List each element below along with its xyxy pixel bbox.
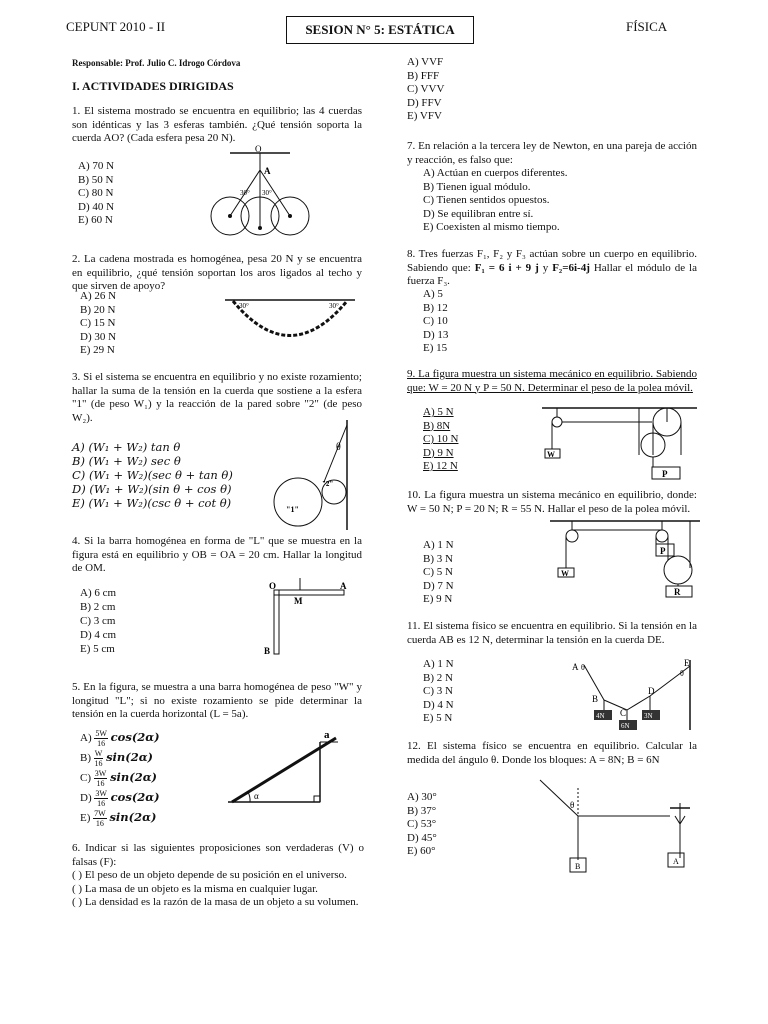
- theta: θ: [336, 442, 341, 453]
- question-11-options: [423, 658, 454, 726]
- option: A) 5: [423, 288, 443, 300]
- denominator: 16: [95, 819, 104, 828]
- option: A) 6 cm: [80, 587, 117, 599]
- fraction: [94, 749, 104, 768]
- option-letter: D): [80, 792, 92, 805]
- trig-function: sin(2α): [110, 770, 158, 785]
- numerator: 5W: [95, 729, 107, 738]
- block-w: W: [547, 450, 555, 459]
- option: B) 2 cm: [80, 601, 116, 613]
- option: B) 3 N: [423, 552, 453, 565]
- option: B) 50 N: [78, 173, 114, 186]
- label-a: A: [264, 166, 271, 176]
- option: A) Actúan en cuerpos diferentes.: [423, 167, 568, 179]
- option: E) 29 N: [80, 344, 115, 356]
- option: E) 9 N: [423, 593, 453, 605]
- option: C) 3 cm: [80, 615, 116, 627]
- force-f2: F₂=6i-4j: [552, 261, 590, 274]
- theta-a: θ: [581, 663, 585, 672]
- option: B) (W₁ + W₂) sec θ: [72, 454, 181, 468]
- option: A) 26 N: [80, 290, 117, 302]
- label-m: M: [294, 596, 303, 606]
- responsible-teacher: Responsable: Prof. Julio C. Idrogo Córdova: [72, 58, 241, 68]
- label-c: C: [620, 708, 627, 718]
- option-letter: A): [80, 732, 92, 745]
- label-a: A: [340, 581, 347, 591]
- question-12-options: [407, 791, 437, 859]
- question-text: 4. Si la barra homogénea en forma de "L" que se muestra en la figura está en equilibrio y OB = OA = 20 cm. Hallar la longitud de OM.: [72, 535, 362, 574]
- option: C) Tienen sentidos opuestos.: [423, 194, 550, 206]
- block-b: B: [575, 862, 581, 871]
- option: E) 12 N: [423, 460, 458, 472]
- option: B) FFF: [407, 69, 440, 82]
- header-course: CEPUNT 2010 - II: [66, 19, 166, 34]
- option: A) 30°: [407, 791, 437, 803]
- statement: ( ) El peso de un objeto depende de su posición en el universo.: [72, 869, 347, 881]
- option: B) 37°: [407, 804, 437, 817]
- label-b: B: [264, 646, 271, 656]
- question-6: [72, 842, 364, 910]
- angle-right: 30°: [329, 302, 339, 310]
- option: B) 12: [423, 301, 448, 314]
- theta-e: θ: [680, 669, 684, 678]
- question-text: 3. Si el sistema se encuentra en equilibrio y no existe rozamiento; hallar la suma de la tensión en la cuerda que sostiene a la esfera "1" (de peso W₁) y la reacción de la pared sobre "2" (de peso W₂).: [72, 371, 362, 424]
- option: C) 5 N: [423, 566, 453, 578]
- mass-6n: 6N: [621, 722, 630, 730]
- q2-chain-figure: [225, 295, 355, 345]
- fraction: [93, 809, 107, 828]
- label-e: E: [684, 658, 690, 668]
- q11-ropes-figure: [572, 660, 697, 730]
- label-a: A: [572, 662, 579, 672]
- sphere-2-label: "2": [322, 480, 334, 488]
- option: E) 5 cm: [80, 643, 115, 655]
- question-9: [407, 368, 697, 395]
- denominator: 16: [94, 759, 103, 768]
- q5-inclined-bar-figure: [228, 728, 348, 803]
- option: A) 70 N: [78, 160, 115, 172]
- question-5: [72, 681, 362, 722]
- question-text: 6. Indicar si las siguientes proposiciones son verdaderas (V) o falsas (F):: [72, 842, 364, 868]
- option: B) 20 N: [80, 303, 116, 316]
- option: [80, 769, 160, 789]
- label-a: a: [324, 729, 330, 741]
- option: D) 9 N: [423, 446, 454, 459]
- alpha: α: [254, 791, 259, 801]
- question-3-options: [72, 440, 233, 510]
- option: D) 4 cm: [80, 629, 117, 641]
- question-text: 1. El sistema mostrado se encuentra en equilibrio; las 4 cuerdas son idénticas y las 3 esferas también. ¿Qué tensión soporta la cuerda AO? (Cada esfera pesa 20 N).: [72, 105, 362, 144]
- question-text: 10. La figura muestra un sistema mecánico en equilibrio, donde: W = 50 N; P = 20 N; R = 55 N. Hallar el peso de la polea móvil.: [407, 489, 697, 515]
- header-session-title: SESION N° 5: ESTÁTICA: [286, 16, 474, 44]
- option: A) 1 N: [423, 658, 454, 670]
- trig-function: sin(2α): [106, 750, 154, 765]
- option: D) (W₁ + W₂)(sin θ + cos θ): [72, 482, 232, 496]
- option: [80, 749, 160, 769]
- numerator: 3W: [94, 769, 107, 778]
- q4-L-bar-figure: [262, 574, 352, 658]
- option: [80, 729, 160, 749]
- sphere-1-label: "1": [286, 505, 299, 514]
- option: D) 7 N: [423, 579, 454, 592]
- option: D) FFV: [407, 96, 442, 109]
- denominator: 16: [96, 779, 105, 788]
- option: E) 60°: [407, 845, 436, 857]
- label-b: B: [592, 694, 599, 704]
- q1-spheres-figure: [200, 144, 310, 238]
- option: D) 45°: [407, 831, 437, 844]
- label-o: O: [269, 581, 277, 591]
- option: A) (W₁ + W₂) tan θ: [72, 440, 181, 454]
- section-title: I. ACTIVIDADES DIRIGIDAS: [72, 79, 234, 93]
- fraction: [94, 729, 108, 748]
- option: C) 3 N: [423, 685, 453, 697]
- option: E) VFV: [407, 110, 442, 122]
- question-text: 12. El sistema físico se encuentra en equilibrio. Calcular la medida del ángulo θ. Donde los bloques: A = 8N; B = 6N: [407, 740, 697, 766]
- numerator: W: [94, 749, 103, 758]
- question-text: 8. Tres fuerzas F₁, F₂ y F₃ actúan sobre un cuerpo en equilibrio. Sabiendo que: F₁ = 6 i + 9 j y F₂=6i-4j Hallar el módulo de la fuerza F₃.: [407, 248, 697, 287]
- option: C) 80 N: [78, 187, 114, 199]
- question-3: [72, 371, 362, 425]
- question-2: [72, 253, 362, 294]
- block-a: A: [673, 857, 679, 866]
- option: [80, 789, 160, 809]
- block-r: R: [674, 587, 681, 597]
- option-letter: C): [80, 772, 91, 785]
- label-o: O: [255, 144, 262, 154]
- q3-spheres-figure: [272, 420, 362, 530]
- question-text: 11. El sistema físico se encuentra en equilibrio. Si la tensión en la cuerda AB es 12 N, determinar la tensión en la cuerda DE.: [407, 620, 697, 646]
- option: E) 60 N: [78, 214, 113, 226]
- option: C) 10 N: [423, 433, 459, 445]
- option: C) 53°: [407, 818, 437, 830]
- question-2-options: [80, 290, 116, 358]
- question-1-options: [78, 160, 114, 228]
- block-w: W: [561, 569, 569, 578]
- q9-pulley-figure: [542, 405, 697, 480]
- force-f1: F₁ = 6 i + 9 j: [474, 261, 539, 274]
- question-8: [407, 248, 697, 289]
- denominator: 16: [97, 799, 106, 808]
- question-text: 7. En relación a la tercera ley de Newton, en una pareja de acción y reacción, es falso que:: [407, 140, 697, 166]
- fraction: [94, 769, 108, 788]
- block-p: P: [660, 546, 666, 556]
- question-4-options: [80, 586, 116, 656]
- question-7-options: [423, 167, 567, 235]
- question-7: [407, 140, 697, 167]
- angle-left: 30°: [239, 302, 249, 310]
- option: E) 15: [423, 342, 448, 354]
- option: E) Coexisten al mismo tiempo.: [423, 221, 560, 233]
- block-p: P: [662, 469, 668, 479]
- question-text: 2. La cadena mostrada es homogénea, pesa 20 N y se encuentra en equilibrio, ¿qué tensión soportan los aros ligados al techo y que sirven de apoyo?: [72, 253, 362, 292]
- question-4: [72, 535, 362, 576]
- mass-4n: 4N: [596, 712, 605, 720]
- question-text: 5. En la figura, se muestra a una barra homogénea de peso "W" y longitud "L"; si no existe rozamiento se pide determinar la tensión en la cuerda horizontal (L = 5a).: [72, 681, 362, 720]
- numerator: 7W: [94, 809, 106, 818]
- option: A) VVF: [407, 56, 444, 68]
- option: E) (W₁ + W₂)(csc θ + cot θ): [72, 496, 232, 510]
- header-subject: FÍSICA: [626, 19, 668, 34]
- option: D) 40 N: [78, 200, 115, 213]
- q10-pulley-figure: [550, 518, 700, 598]
- option: C) (W₁ + W₂)(sec θ + tan θ): [72, 468, 233, 482]
- trig-function: cos(2α): [110, 790, 160, 805]
- fraction: [94, 789, 108, 808]
- theta: θ: [570, 800, 575, 810]
- question-11: [407, 620, 697, 647]
- option: D) Se equilibran entre sí.: [423, 207, 534, 220]
- option: D) 4 N: [423, 698, 454, 711]
- question-9-options: [423, 406, 458, 474]
- numerator: 3W: [95, 789, 107, 798]
- statement: ( ) La densidad es la razón de la masa de un objeto a su volumen.: [72, 896, 359, 908]
- angle-right: 30°: [262, 189, 272, 197]
- trig-function: cos(2α): [110, 730, 160, 745]
- statement: ( ) La masa de un objeto es la misma en cualquier lugar.: [72, 882, 318, 895]
- option: B) Tienen igual módulo.: [423, 180, 531, 193]
- option: A) 1 N: [423, 539, 454, 551]
- angle-left: 30°: [240, 189, 250, 197]
- q12-blocks-figure: [530, 778, 700, 873]
- option-letter: B): [80, 752, 91, 765]
- option: D) 30 N: [80, 330, 117, 343]
- option: [80, 809, 160, 829]
- question-text: 9. La figura muestra un sistema mecánico en equilibrio. Sabiendo que: W = 20 N y P = 50 N. Determinar el peso de la polea móvil.: [407, 368, 697, 394]
- option: C) VVV: [407, 83, 445, 95]
- denominator: 16: [97, 739, 106, 748]
- question-5-options: [80, 729, 160, 829]
- option: B) 8N: [423, 419, 451, 432]
- option: C) 15 N: [80, 317, 116, 329]
- option: B) 2 N: [423, 671, 453, 684]
- option: A) 5 N: [423, 406, 454, 418]
- question-8-options: [423, 288, 448, 356]
- mass-3n: 3N: [644, 712, 653, 720]
- option: D) 13: [423, 328, 449, 341]
- question-10-options: [423, 539, 454, 607]
- option: C) 10: [423, 315, 448, 327]
- label-d: D: [648, 686, 655, 696]
- option-letter: E): [80, 812, 91, 825]
- question-10: [407, 489, 697, 516]
- trig-function: sin(2α): [109, 810, 157, 825]
- question-12: [407, 740, 697, 767]
- option: E) 5 N: [423, 712, 453, 724]
- question-1: [72, 105, 362, 146]
- question-6-options: [407, 56, 444, 124]
